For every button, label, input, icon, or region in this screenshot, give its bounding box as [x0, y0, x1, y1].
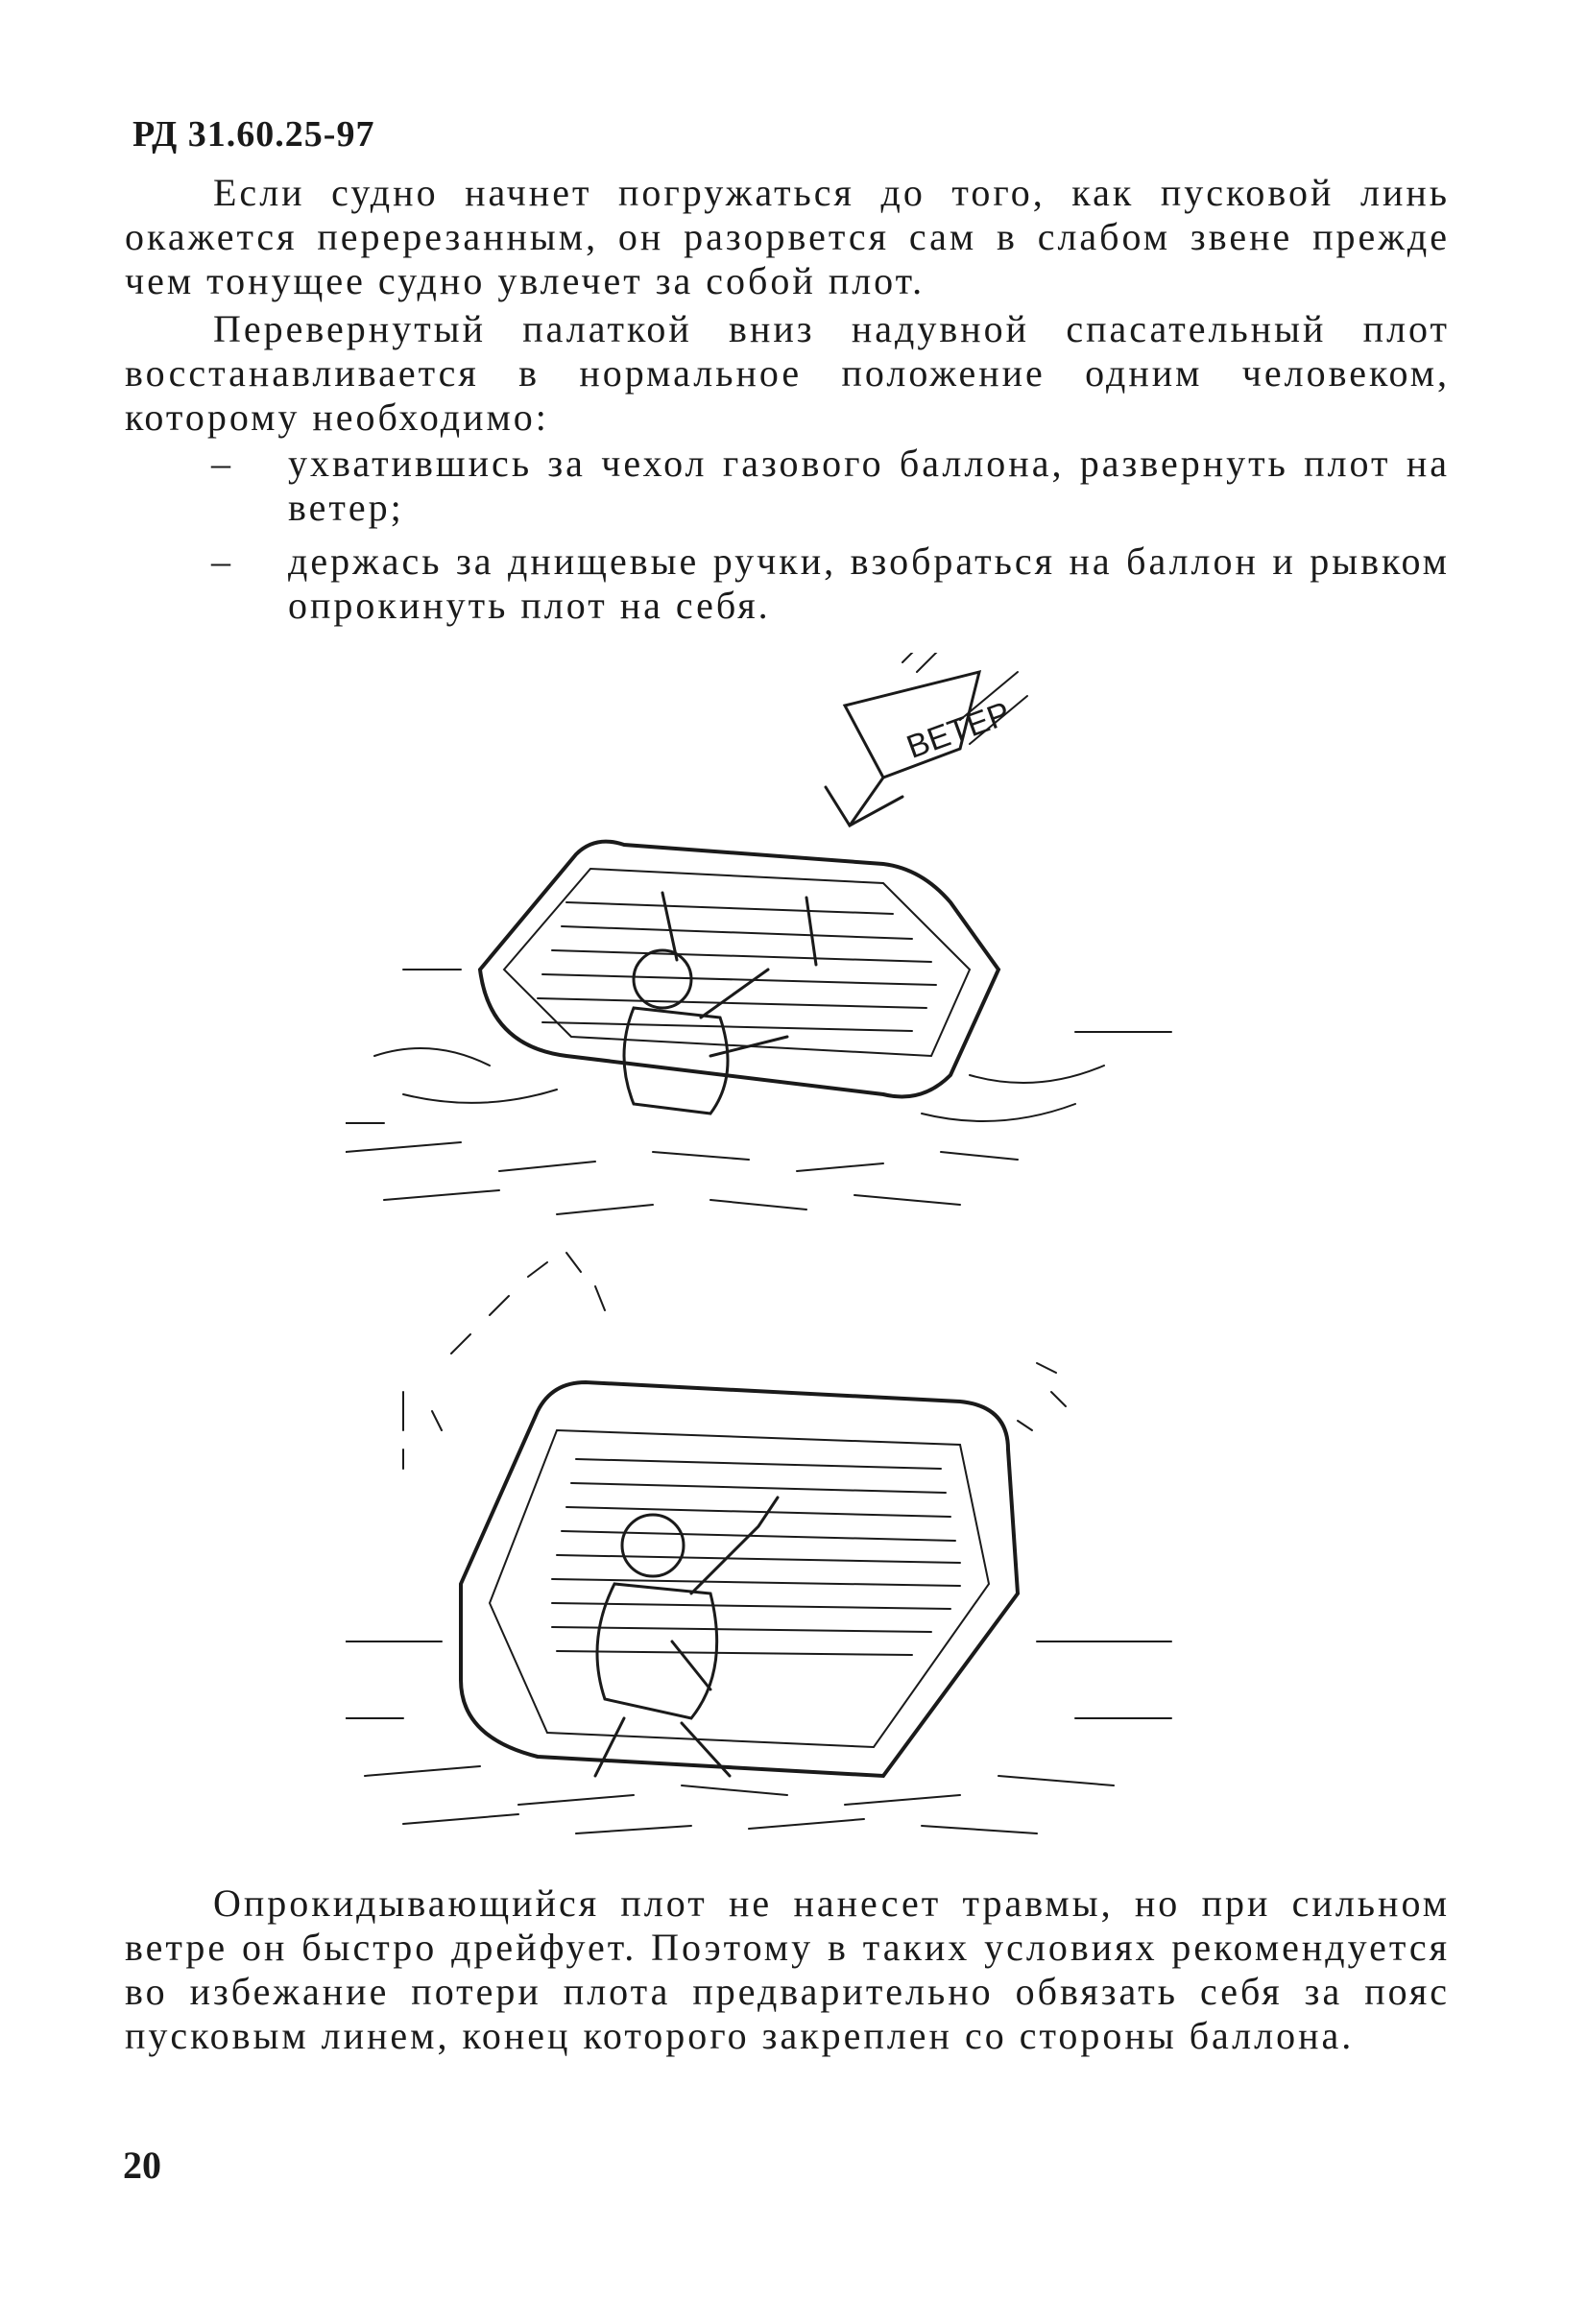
wind-label: ВЕТЕР: [902, 695, 1016, 766]
instruction-item-1: [125, 442, 1450, 530]
bullet-dash: –: [211, 442, 233, 485]
instruction-list: [125, 442, 1450, 637]
document-code: РД 31.60.25-97: [132, 114, 375, 155]
paragraph-drift-warning: Опрокидывающийся плот не нанесет травмы, но при сильном ветре он быстро дрейфует. Поэтому в таких условиях рекомендуется во избежание потери плота предварительно обвязать себя за пояс пусковым линем, конец которого закреплен со стороны баллона.: [125, 1881, 1450, 2057]
paragraph-raft-righting: Перевернутый палаткой вниз надувной спасательный плот восстанавливается в нормальное положение одним человеком, которому необходимо:: [125, 307, 1450, 439]
instruction-text-1: ухватившись за чехол газового баллона, развернуть плот на ветер;: [288, 442, 1450, 529]
illustration-raft-into-wind: [346, 653, 1190, 1248]
paragraph-capsizing-ship: Если судно начнет погружаться до того, как пусковой линь окажется перерезанным, он разорвется сам в слабом звене прежде чем тонущее судно увлечет за собой плот.: [125, 171, 1450, 302]
instruction-text-2: держась за днищевые ручки, взобраться на баллон и рывком опрокинуть плот на себя.: [288, 539, 1450, 627]
page-number: 20: [123, 2144, 161, 2187]
instruction-item-2: [125, 539, 1450, 628]
bullet-dash: –: [211, 539, 233, 583]
illustration-raft-flipping: [346, 1238, 1190, 1843]
